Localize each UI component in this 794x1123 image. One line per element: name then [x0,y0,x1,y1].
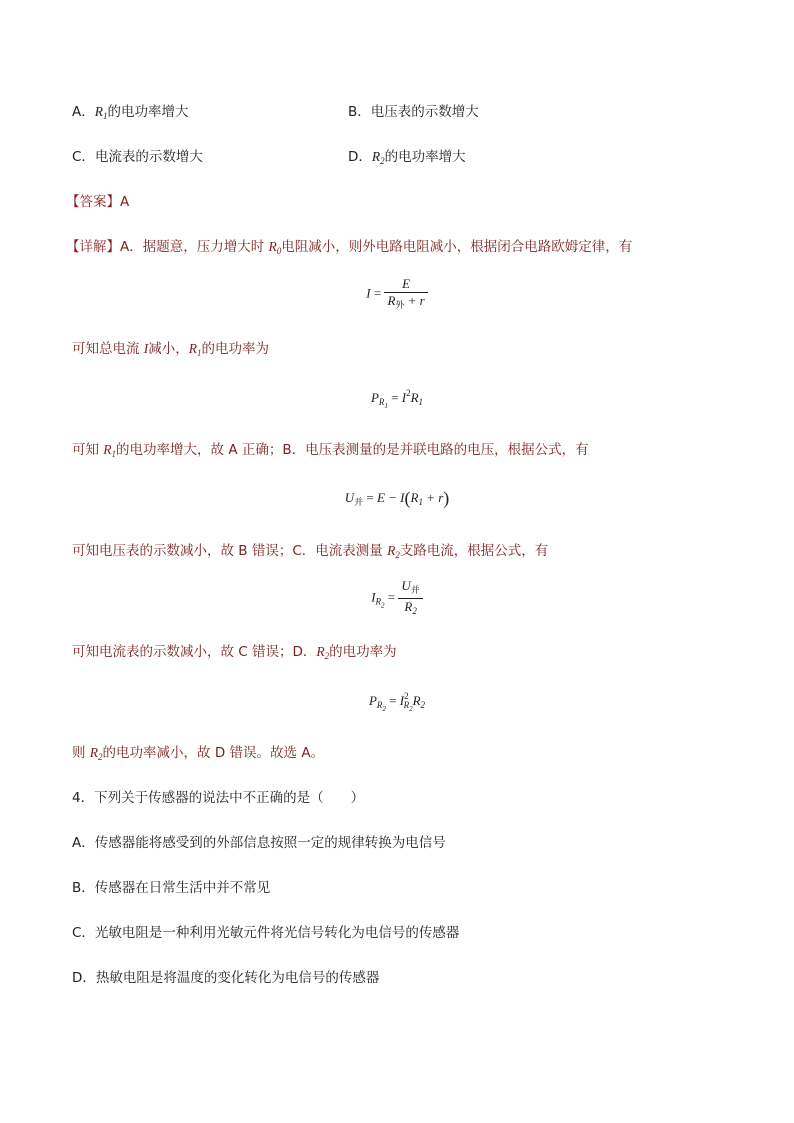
option-c-text: 电流表的示数增大 [94,149,203,165]
detail-p6-t2: 的电功率减小，故 D 错误。故选 A。 [102,745,325,761]
eq4-numerator [398,578,422,599]
eq5-rhs2: R [412,693,421,708]
option-d-var: R [371,149,381,164]
option-d-text: 的电功率增大 [384,149,466,165]
detail-p6-sub: 2 [98,752,103,762]
eq1-lhs: I [366,285,371,301]
equation-3 [0,488,794,509]
eq5-rhs1-sub: R [403,700,410,710]
eq5-equals: = [389,693,397,708]
eq1-den-var: R [387,293,396,308]
eq5-rhs1-subsub: 2 [409,705,413,713]
detail-p3-sub: 1 [111,449,117,459]
eq3-lhs-sub: 并 [354,497,364,507]
eq5-lhs: P [368,693,377,708]
equation-2 [0,388,794,410]
detail-p3-t2: 的电功率增大，故 A 正确；B．电压表测量的是并联电路的电压，根据公式，有 [116,442,589,458]
eq5-lhs-subsub: 2 [382,705,386,713]
option-c-label: C． [72,149,95,165]
eq1-fraction [384,276,427,313]
eq2-rhs2: R [410,390,419,405]
eq1-den-sub: 外 [395,300,405,310]
eq3-inner-rest: + r [426,490,444,505]
option-b-label: B． [348,104,371,120]
question4-option-c: C．光敏电阻是一种利用光敏元件将光信号转化为电信号的传感器 [72,925,460,941]
eq4-equals: = [387,589,396,605]
eq5-rhs1-sup: 2 [404,691,409,701]
detail-line-3 [72,440,589,464]
eq3-lhs: U [344,490,355,505]
eq3-equals: = [366,490,374,505]
option-d [348,147,466,171]
detail-line-5 [72,642,397,666]
answer-tag: 【答案】 [66,194,120,210]
detail-p4-t1: 可知电压表的示数减小，故 B 错误；C．电流表测量 [72,543,388,559]
detail-line-2 [72,339,269,363]
eq2-rhs1: I [401,390,407,405]
option-b [348,102,479,122]
equation-1 [0,276,794,313]
eq2-lhs: P [370,390,379,405]
eq4-num-sub: 并 [410,585,420,595]
question4-option-a: A．传感器能将感受到的外部信息按照一定的规律转换为电信号 [72,835,446,851]
eq4-lhs: I [371,589,376,605]
detail-p1-var: R [268,239,277,254]
eq3-left-paren: ( [404,488,411,508]
option-a-var: R [94,104,103,119]
answer-value: A [120,194,130,210]
detail-p2-var2: R [188,341,198,356]
option-d-label: D． [348,149,372,165]
detail-line-1 [66,237,632,261]
eq5-lhs-sub: R [376,700,383,710]
eq2-lhs-subsub: 1 [384,402,388,410]
answer-line [66,192,129,212]
detail-p2-t2: 减小， [148,341,189,357]
detail-p2-var: I [143,341,149,356]
eq3-inner-var: R [410,490,419,505]
equation-4 [0,578,794,619]
option-b-text: 电压表的示数增大 [370,104,479,120]
eq4-denominator [398,599,422,619]
detail-p2-t1: 可知总电流 [72,341,144,357]
eq3-rhs: E − I [376,490,405,505]
option-c [72,147,203,167]
eq2-equals: = [391,390,399,405]
question4-stem: 4．下列关于传感器的说法中不正确的是（ ） [72,790,365,806]
option-a-text: 的电功率增大 [107,104,189,120]
detail-p5-t2: 的电功率为 [329,644,397,660]
eq4-den-sub: 2 [412,606,417,616]
eq1-numerator: E [384,276,427,293]
eq4-lhs-sub: R [375,596,382,607]
option-a-label: A． [72,104,95,120]
eq2-rhs-sup: 2 [406,388,411,398]
eq4-fraction [398,578,422,619]
eq4-den-var: R [404,599,413,614]
eq3-right-paren: ) [443,488,450,508]
option-d-sub: 2 [380,156,385,166]
detail-p3-var: R [103,442,112,457]
detail-p4-var: R [387,543,396,558]
eq5-rhs1: I [399,693,405,708]
detail-p2-sub2: 1 [197,348,202,358]
detail-line-6 [72,743,324,767]
detail-p5-sub: 2 [324,651,330,661]
eq1-denominator [384,293,427,313]
detail-p6-t1: 则 [72,745,90,761]
detail-p5-t1: 可知电流表的示数减小，故 C 错误；D． [72,644,317,660]
detail-p5-var: R [316,644,325,659]
detail-p1-sub: 0 [276,246,282,256]
eq5-rhs2-sub: 2 [420,700,426,710]
detail-p6-var: R [89,745,99,760]
detail-p1-t2: 电阻减小，则外电路电阻减小，根据闭合电路欧姆定律，有 [281,239,633,255]
detail-p1-t1: A．据题意，压力增大时 [120,239,269,255]
question4-option-b: B．传感器在日常生活中并不常见 [72,880,271,896]
detail-p4-t2: 支路电流，根据公式，有 [399,543,549,559]
eq2-lhs-sub: R [378,397,385,407]
detail-p4-sub: 2 [395,550,400,560]
eq3-inner-sub: 1 [418,497,423,507]
eq1-equals: = [373,285,382,301]
detail-line-4 [72,541,548,565]
eq1-den-rest: + r [407,293,425,308]
option-a [72,102,189,126]
detail-tag: 【详解】 [66,239,120,255]
detail-p2-t3: 的电功率为 [201,341,270,357]
equation-5 [0,691,794,713]
question4-option-d: D．热敏电阻是将温度的变化转化为电信号的传感器 [72,970,380,986]
eq4-num-var: U [401,578,411,593]
option-a-sub: 1 [103,111,108,121]
eq4-lhs-subsub: 2 [381,601,385,610]
eq2-rhs2-sub: 1 [418,397,424,407]
detail-p3-t1: 可知 [72,442,104,458]
